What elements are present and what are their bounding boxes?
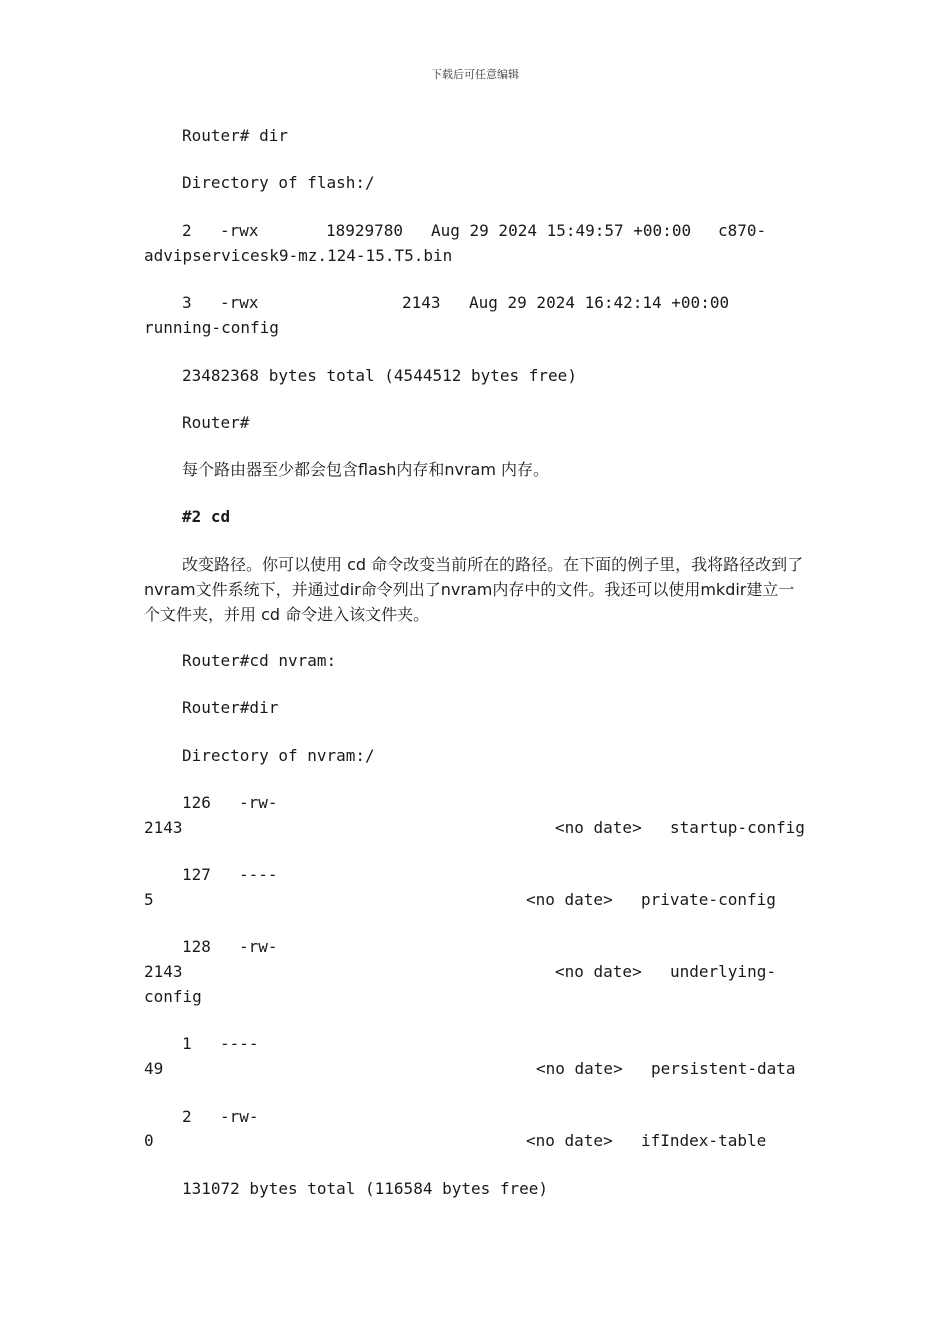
file-name: running-config	[144, 318, 279, 337]
command-cd: Router#cd nvram:	[182, 651, 337, 670]
bytes-total-flash: 23482368 bytes total (4544512 bytes free)	[182, 366, 577, 385]
router-prompt: Router#	[182, 413, 250, 432]
file-date: <no date>	[526, 1131, 613, 1150]
file-size: 49	[144, 1059, 164, 1078]
file-name: persistent-data	[651, 1059, 796, 1078]
bytes-total-nvram: 131072 bytes total (116584 bytes free)	[182, 1179, 549, 1198]
file-num: 127	[182, 865, 211, 884]
file-perm: ----	[239, 865, 278, 884]
file-perm: -rw-	[239, 793, 278, 812]
file-size: 2143	[402, 293, 441, 312]
file-name-part: c870-	[718, 221, 767, 240]
file-perm: ----	[220, 1034, 259, 1053]
file-perm: -rwx	[220, 221, 259, 240]
command-dir: Router#dir	[182, 698, 279, 717]
file-date: <no date>	[536, 1059, 623, 1078]
file-name: startup-config	[670, 818, 805, 837]
file-date: <no date>	[555, 818, 642, 837]
file-size: 18929780	[326, 221, 404, 240]
note-memory: 每个路由器至少都会包含flash内存和nvram 内存。	[182, 460, 550, 479]
cd-description-paragraph: 改变路径。你可以使用 cd 命令改变当前所在的路径。在下面的例子里，我将路径改到了nvram文件系统下，并通过dir命令列出了nvram内存中的文件。我还可以使用mkdir建立一个文件夹，并用 cd 命令进入该文件夹。	[144, 555, 804, 624]
directory-heading-flash: Directory of flash:/	[182, 173, 375, 192]
file-num: 3	[182, 293, 192, 312]
file-date: <no date>	[526, 890, 613, 909]
file-size: 0	[144, 1131, 154, 1150]
page-header: 下载后可任意编辑	[431, 68, 519, 81]
file-num: 126	[182, 793, 211, 812]
file-name: ifIndex-table	[641, 1131, 767, 1150]
file-name-part: advipservicesk9-mz.124-15.T5.bin	[144, 246, 453, 265]
file-size: 2143	[144, 818, 183, 837]
file-num: 128	[182, 937, 211, 956]
file-num: 1	[182, 1034, 192, 1053]
file-num: 2	[182, 1107, 192, 1126]
file-date: Aug 29 2024 16:42:14 +00:00	[469, 293, 730, 312]
file-date: Aug 29 2024 15:49:57 +00:00	[431, 221, 692, 240]
directory-heading-nvram: Directory of nvram:/	[182, 746, 375, 765]
command-dir: Router# dir	[182, 126, 288, 145]
file-num: 2	[182, 221, 192, 240]
file-size: 5	[144, 890, 154, 909]
file-perm: -rw-	[220, 1107, 259, 1126]
file-perm: -rw-	[239, 937, 278, 956]
file-name: private-config	[641, 890, 776, 909]
file-size: 2143	[144, 962, 183, 981]
file-name-part: config	[144, 987, 202, 1006]
file-date: <no date>	[555, 962, 642, 981]
file-perm: -rwx	[220, 293, 259, 312]
section-title: #2 cd	[182, 507, 231, 526]
file-name-part: underlying-	[670, 962, 776, 981]
